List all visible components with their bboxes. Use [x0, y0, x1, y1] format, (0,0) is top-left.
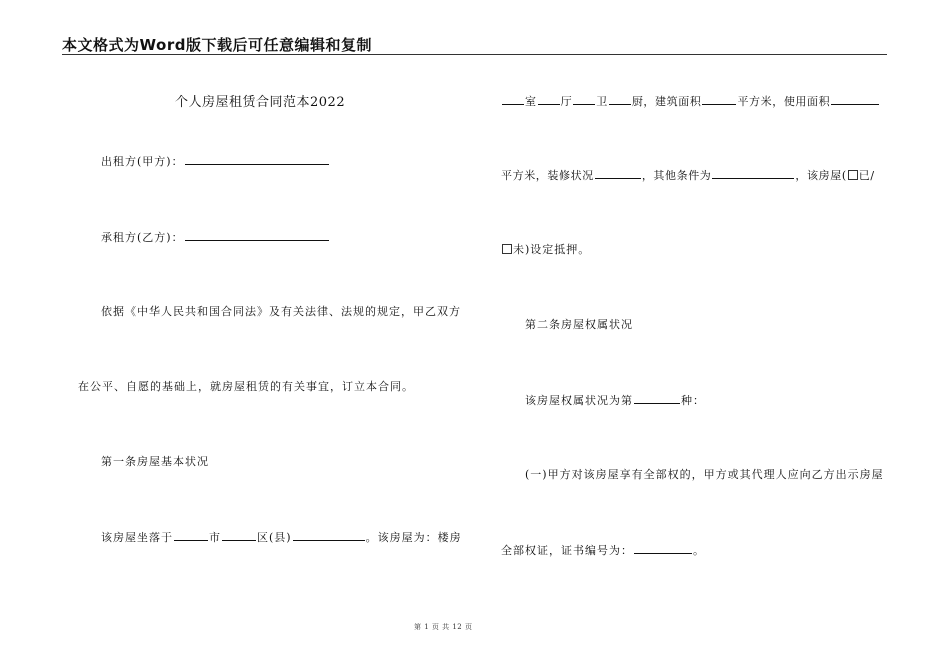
rooms-line: [501, 94, 880, 109]
lessee-label: 承租方(乙方)：: [101, 231, 184, 244]
city-blank: [174, 530, 208, 541]
header-divider: [62, 54, 887, 55]
location-prefix: 该房屋坐落于: [101, 531, 173, 544]
location-suffix: 。该房屋为：楼房: [365, 531, 462, 544]
already-label: 已/: [858, 169, 875, 182]
clause-1-line-1: (一)甲方对该房屋享有全部权的，甲方或其代理人应向乙方出示房屋: [525, 468, 884, 481]
ownership-blank: [634, 393, 680, 404]
document-header: 本文格式为Word版下载后可任意编辑和复制: [62, 36, 372, 54]
lessor-blank: [185, 154, 329, 165]
mortgage-label: ，该房屋(: [795, 169, 847, 182]
room-blank: [502, 94, 524, 105]
paragraph-1-line-2: 在公平、自愿的基础上，就房屋租赁的有关事宜，订立本合同。: [78, 380, 414, 393]
building-area-blank: [702, 94, 736, 105]
city-label: 市: [209, 531, 221, 544]
page-number: 第 1 页 共 12 页: [414, 623, 473, 631]
lessee-blank: [185, 230, 329, 241]
article-2-heading: 第二条房屋权属状况: [525, 318, 633, 331]
street-blank: [293, 530, 365, 541]
bath-blank: [573, 94, 595, 105]
bath-label: 卫: [596, 95, 608, 108]
ownership-prefix: 该房屋权属状况为第: [525, 394, 633, 407]
checkbox-already-icon: [848, 170, 858, 180]
district-blank: [222, 530, 256, 541]
room-label: 室: [525, 95, 537, 108]
usable-area-blank: [831, 94, 879, 105]
certificate-end: 。: [693, 544, 705, 557]
district-label: 区(县): [257, 531, 292, 544]
location-line: [101, 530, 462, 545]
clause-1-line-2: [501, 543, 705, 558]
other-conditions-label: ，其他条件为: [641, 169, 712, 182]
lessor-line: [101, 154, 330, 169]
kitchen-label: 厨，建筑面积: [631, 95, 702, 108]
other-conditions-blank: [712, 168, 794, 179]
lessor-label: 出租方(甲方)：: [101, 155, 184, 168]
usable-area-label: 平方米，使用面积: [737, 95, 831, 108]
hall-label: 厅: [560, 95, 573, 108]
paragraph-1-line-1: 依据《中华人民共和国合同法》及有关法律、法规的规定，甲乙双方: [101, 305, 461, 318]
certificate-blank: [634, 543, 692, 554]
decoration-blank: [595, 168, 641, 179]
kitchen-blank: [609, 94, 631, 105]
hall-blank: [538, 94, 560, 105]
lessee-line: [101, 230, 330, 245]
ownership-line: [525, 393, 705, 408]
certificate-label: 全部权证，证书编号为：: [501, 544, 633, 557]
not-yet-label: 未)设定抵押。: [513, 243, 591, 256]
decoration-label: 平方米，装修状况: [501, 169, 594, 182]
checkbox-not-yet-icon: [502, 244, 512, 254]
mortgage-line: [501, 243, 590, 257]
decoration-line: [501, 168, 875, 183]
article-1-heading: 第一条房屋基本状况: [101, 455, 209, 468]
document-title: 个人房屋租赁合同范本2022: [175, 95, 346, 110]
ownership-suffix: 种：: [681, 394, 705, 407]
